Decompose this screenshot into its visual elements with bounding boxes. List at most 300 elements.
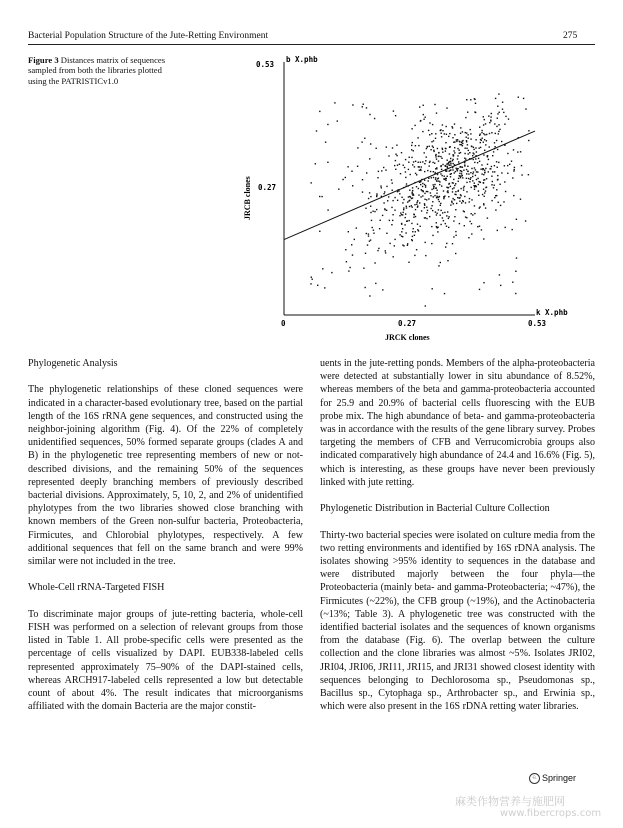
scatter-point bbox=[384, 191, 385, 192]
scatter-point bbox=[497, 230, 498, 231]
scatter-point bbox=[456, 141, 457, 142]
scatter-point bbox=[469, 198, 470, 199]
scatter-point bbox=[374, 118, 375, 119]
scatter-point bbox=[472, 176, 473, 177]
scatter-point bbox=[430, 149, 431, 150]
scatter-point bbox=[494, 146, 495, 147]
scatter-point bbox=[483, 182, 484, 183]
scatter-point bbox=[464, 186, 465, 187]
scatter-point bbox=[374, 262, 375, 263]
scatter-point bbox=[498, 93, 499, 94]
scatter-point bbox=[405, 213, 406, 214]
figure-caption bbox=[28, 55, 170, 86]
scatter-point bbox=[492, 155, 493, 156]
scatter-point bbox=[415, 216, 416, 217]
scatter-point bbox=[310, 283, 311, 284]
scatter-point bbox=[442, 124, 443, 125]
scatter-point bbox=[422, 186, 423, 187]
scatter-point bbox=[407, 220, 408, 221]
scatter-point bbox=[470, 179, 471, 180]
scatter-point bbox=[422, 131, 423, 132]
scatter-point bbox=[480, 142, 481, 143]
watermark-url: www.fibercrops.com bbox=[500, 808, 602, 819]
scatter-point bbox=[471, 168, 472, 169]
scatter-point bbox=[461, 202, 462, 203]
scatter-point bbox=[454, 147, 455, 148]
scatter-point bbox=[431, 141, 432, 142]
scatter-point bbox=[440, 205, 441, 206]
scatter-point bbox=[484, 119, 485, 120]
scatter-point bbox=[411, 128, 412, 129]
figure-label: Figure 3 bbox=[28, 55, 59, 65]
scatter-point bbox=[410, 174, 411, 175]
scatter-point bbox=[416, 249, 417, 250]
scatter-point bbox=[455, 253, 456, 254]
heading-fish: Whole-Cell rRNA-Targeted FISH bbox=[28, 582, 165, 594]
scatter-point bbox=[349, 267, 350, 268]
scatter-point bbox=[479, 127, 480, 128]
scatter-point bbox=[366, 172, 367, 173]
scatter-point bbox=[488, 171, 489, 172]
scatter-point bbox=[518, 97, 519, 98]
scatter-point bbox=[469, 152, 470, 153]
scatter-point bbox=[448, 216, 449, 217]
scatter-point bbox=[511, 161, 512, 162]
scatter-point bbox=[528, 174, 529, 175]
scatter-point bbox=[441, 136, 442, 137]
scatter-point bbox=[512, 229, 513, 230]
scatter-point bbox=[445, 180, 446, 181]
scatter-point bbox=[503, 201, 504, 202]
scatter-point bbox=[470, 138, 471, 139]
scatter-point bbox=[419, 202, 420, 203]
scatter-point bbox=[457, 168, 458, 169]
scatter-point bbox=[411, 157, 412, 158]
scatter-point bbox=[470, 172, 471, 173]
scatter-point bbox=[417, 200, 418, 201]
scatter-point bbox=[428, 178, 429, 179]
scatter-point bbox=[498, 162, 499, 163]
scatter-point bbox=[451, 201, 452, 202]
scatter-point bbox=[460, 175, 461, 176]
scatter-point bbox=[468, 150, 469, 151]
scatter-point bbox=[422, 183, 423, 184]
scatter-point bbox=[432, 288, 433, 289]
scatter-point bbox=[426, 156, 427, 157]
scatter-point bbox=[453, 236, 454, 237]
scatter-point bbox=[528, 140, 529, 141]
scatter-point bbox=[433, 184, 434, 185]
scatter-point bbox=[433, 186, 434, 187]
scatter-point bbox=[462, 131, 463, 132]
scatter-point bbox=[383, 193, 384, 194]
scatter-point bbox=[405, 171, 406, 172]
scatter-point bbox=[484, 170, 485, 171]
right-column bbox=[320, 357, 595, 713]
scatter-point bbox=[452, 169, 453, 170]
scatter-point bbox=[348, 270, 349, 271]
scatter-point bbox=[327, 162, 328, 163]
scatter-point bbox=[513, 149, 514, 150]
scatter-point bbox=[369, 241, 370, 242]
scatter-point bbox=[436, 197, 437, 198]
scatter-point bbox=[432, 162, 433, 163]
scatter-point bbox=[502, 109, 503, 110]
scatter-point bbox=[440, 166, 441, 167]
scatter-point bbox=[435, 133, 436, 134]
scatter-point bbox=[408, 200, 409, 201]
scatter-point bbox=[377, 250, 378, 251]
scatter-point bbox=[392, 147, 393, 148]
scatter-point bbox=[376, 209, 377, 210]
scatter-point bbox=[471, 223, 472, 224]
scatter-point bbox=[345, 177, 346, 178]
scatter-point bbox=[491, 200, 492, 201]
scatter-point bbox=[425, 255, 426, 256]
scatter-point bbox=[453, 187, 454, 188]
scatter-point bbox=[371, 220, 372, 221]
scatter-point bbox=[424, 199, 425, 200]
scatter-point bbox=[311, 182, 312, 183]
scatter-point bbox=[352, 185, 353, 186]
scatter-point bbox=[409, 157, 410, 158]
scatter-point bbox=[463, 187, 464, 188]
scatter-point bbox=[423, 105, 424, 106]
scatter-point bbox=[377, 177, 378, 178]
scatter-point bbox=[405, 159, 406, 160]
scatter-point bbox=[464, 164, 465, 165]
scatter-point bbox=[497, 118, 498, 119]
scatter-point bbox=[436, 226, 437, 227]
scatter-point bbox=[483, 282, 484, 283]
scatter-point bbox=[481, 173, 482, 174]
scatter-point bbox=[453, 203, 454, 204]
scatter-point bbox=[362, 191, 363, 192]
scatter-point bbox=[439, 196, 440, 197]
scatter-point bbox=[493, 151, 494, 152]
scatter-point bbox=[469, 201, 470, 202]
scatter-point bbox=[466, 141, 467, 142]
scatter-point bbox=[483, 133, 484, 134]
scatter-point bbox=[516, 219, 517, 220]
scatter-point bbox=[375, 283, 376, 284]
scatter-point bbox=[520, 199, 521, 200]
scatter-point bbox=[380, 185, 381, 186]
scatter-point bbox=[352, 104, 353, 105]
scatter-point bbox=[431, 133, 432, 134]
scatter-point bbox=[437, 231, 438, 232]
scatter-point bbox=[484, 139, 485, 140]
scatter-point bbox=[456, 203, 457, 204]
scatter-point bbox=[447, 192, 448, 193]
scatter-point bbox=[483, 174, 484, 175]
scatter-point bbox=[436, 222, 437, 223]
scatter-point bbox=[501, 172, 502, 173]
scatter-point bbox=[368, 198, 369, 199]
scatter-point bbox=[459, 223, 460, 224]
y-tick-top: 0.53 bbox=[256, 60, 275, 69]
scatter-point bbox=[474, 189, 475, 190]
scatter-point bbox=[421, 166, 422, 167]
scatter-point bbox=[459, 201, 460, 202]
scatter-point bbox=[515, 293, 516, 294]
scatter-point bbox=[430, 195, 431, 196]
scatter-point bbox=[348, 231, 349, 232]
scatter-point bbox=[500, 285, 501, 286]
scatter-point bbox=[525, 108, 526, 109]
scatter-point bbox=[465, 202, 466, 203]
scatter-point bbox=[415, 209, 416, 210]
scatter-point bbox=[366, 107, 367, 108]
scatter-point bbox=[342, 179, 343, 180]
scatter-point bbox=[383, 202, 384, 203]
scatter-point bbox=[507, 173, 508, 174]
scatter-point bbox=[438, 199, 439, 200]
scatter-point bbox=[412, 206, 413, 207]
scatter-point bbox=[455, 194, 456, 195]
scatter-point bbox=[447, 190, 448, 191]
scatter-point bbox=[403, 199, 404, 200]
scatter-point bbox=[369, 158, 370, 159]
scatter-point bbox=[424, 152, 425, 153]
scatter-point bbox=[418, 145, 419, 146]
scatter-point bbox=[399, 234, 400, 235]
scatter-point bbox=[449, 147, 450, 148]
scatter-point bbox=[479, 161, 480, 162]
scatter-point bbox=[465, 216, 466, 217]
scatter-point bbox=[419, 170, 420, 171]
scatter-point bbox=[450, 169, 451, 170]
scatter-point bbox=[421, 210, 422, 211]
scatter-point bbox=[442, 217, 443, 218]
scatter-point bbox=[428, 130, 429, 131]
scatter-point bbox=[454, 172, 455, 173]
scatter-point bbox=[468, 173, 469, 174]
scatter-point bbox=[467, 112, 468, 113]
scatter-point bbox=[525, 220, 526, 221]
scatter-point bbox=[470, 99, 471, 100]
scatter-point bbox=[401, 223, 402, 224]
scatter-point bbox=[364, 138, 365, 139]
scatter-point bbox=[443, 178, 444, 179]
scatter-point bbox=[428, 180, 429, 181]
scatter-point bbox=[334, 102, 335, 103]
scatter-point bbox=[449, 133, 450, 134]
scatter-point bbox=[458, 178, 459, 179]
scatter-point bbox=[438, 156, 439, 157]
scatter-point bbox=[441, 185, 442, 186]
scatter-point bbox=[497, 167, 498, 168]
scatter-point bbox=[479, 148, 480, 149]
scatter-point bbox=[513, 195, 514, 196]
scatter-point bbox=[452, 160, 453, 161]
scatter-point bbox=[472, 214, 473, 215]
scatter-point bbox=[438, 180, 439, 181]
scatter-point bbox=[446, 171, 447, 172]
scatter-point bbox=[407, 245, 408, 246]
scatter-point bbox=[472, 180, 473, 181]
scatter-point bbox=[442, 212, 443, 213]
scatter-point bbox=[429, 165, 430, 166]
publisher-name: Springer bbox=[542, 773, 577, 783]
scatter-point bbox=[465, 148, 466, 149]
scatter-point bbox=[435, 155, 436, 156]
scatter-point bbox=[368, 233, 369, 234]
scatter-point bbox=[437, 148, 438, 149]
scatter-point bbox=[514, 169, 515, 170]
scatter-point bbox=[474, 99, 475, 100]
scatter-point bbox=[448, 136, 449, 137]
scatter-point bbox=[440, 130, 441, 131]
scatter-point bbox=[459, 144, 460, 145]
scatter-point bbox=[365, 253, 366, 254]
scatter-point bbox=[416, 174, 417, 175]
scatter-point bbox=[435, 156, 436, 157]
scatter-point bbox=[412, 240, 413, 241]
scatter-point bbox=[486, 178, 487, 179]
scatter-point bbox=[414, 214, 415, 215]
scatter-point bbox=[476, 151, 477, 152]
scatter-point bbox=[413, 194, 414, 195]
scatter-point bbox=[464, 211, 465, 212]
scatter-point bbox=[498, 131, 499, 132]
scatter-point bbox=[521, 174, 522, 175]
scatter-point bbox=[417, 224, 418, 225]
scatter-point bbox=[491, 166, 492, 167]
scatter-point bbox=[420, 162, 421, 163]
scatter-point bbox=[424, 184, 425, 185]
scatter-point bbox=[452, 159, 453, 160]
scatter-point bbox=[394, 165, 395, 166]
scatter-point bbox=[319, 111, 320, 112]
x-axis-label: JRCK clones bbox=[385, 333, 430, 342]
scatter-point bbox=[485, 123, 486, 124]
scatter-point bbox=[433, 177, 434, 178]
scatter-point bbox=[435, 172, 436, 173]
scatter-point bbox=[405, 217, 406, 218]
scatter-point bbox=[460, 170, 461, 171]
scatter-point bbox=[476, 171, 477, 172]
scatter-point bbox=[418, 162, 419, 163]
scatter-point bbox=[316, 130, 317, 131]
scatter-point bbox=[432, 210, 433, 211]
scatter-point bbox=[396, 155, 397, 156]
scatter-point bbox=[394, 239, 395, 240]
scatter-point bbox=[436, 112, 437, 113]
scatter-point bbox=[494, 171, 495, 172]
scatter-point bbox=[437, 227, 438, 228]
scatter-point bbox=[438, 152, 439, 153]
scatter-point bbox=[361, 141, 362, 142]
scatter-point bbox=[384, 209, 385, 210]
scatter-point bbox=[478, 158, 479, 159]
scatter-point bbox=[402, 228, 403, 229]
scatter-point bbox=[436, 158, 437, 159]
scatter-point bbox=[494, 123, 495, 124]
scatter-point bbox=[370, 212, 371, 213]
scatter-point bbox=[386, 146, 387, 147]
scatter-point bbox=[429, 146, 430, 147]
scatter-point bbox=[424, 180, 425, 181]
scatter-point bbox=[406, 183, 407, 184]
scatter-point bbox=[419, 182, 420, 183]
scatter-point bbox=[444, 293, 445, 294]
scatter-point bbox=[449, 153, 450, 154]
scatter-point bbox=[444, 176, 445, 177]
scatter-point bbox=[439, 184, 440, 185]
scatter-point bbox=[442, 164, 443, 165]
scatter-point bbox=[478, 195, 479, 196]
scatter-point bbox=[494, 185, 495, 186]
scatter-point bbox=[363, 104, 364, 105]
scatter-point bbox=[437, 174, 438, 175]
scatter-point bbox=[472, 155, 473, 156]
scatter-point bbox=[483, 116, 484, 117]
scatter-point bbox=[448, 164, 449, 165]
running-title: Bacterial Population Structure of the Jute-Retting Environment bbox=[28, 31, 269, 41]
scatter-point bbox=[392, 214, 393, 215]
scatter-point bbox=[382, 215, 383, 216]
scatter-point bbox=[429, 122, 430, 123]
scatter-point bbox=[467, 134, 468, 135]
scatter-point bbox=[452, 154, 453, 155]
scatter-point bbox=[403, 212, 404, 213]
scatter-point bbox=[420, 170, 421, 171]
scatter-point bbox=[441, 158, 442, 159]
scatter-point bbox=[477, 171, 478, 172]
scatter-point bbox=[477, 178, 478, 179]
scatter-point bbox=[447, 167, 448, 168]
scatter-point bbox=[486, 134, 487, 135]
scatter-point bbox=[474, 162, 475, 163]
scatter-point bbox=[442, 148, 443, 149]
scatter-point bbox=[505, 227, 506, 228]
scatter-point bbox=[450, 158, 451, 159]
scatter-point bbox=[448, 196, 449, 197]
scatter-point bbox=[427, 210, 428, 211]
scatter-point bbox=[446, 215, 447, 216]
scatter-point bbox=[383, 167, 384, 168]
scatter-point bbox=[402, 202, 403, 203]
scatter-point bbox=[443, 197, 444, 198]
scatter-point bbox=[440, 215, 441, 216]
scatter-point bbox=[440, 262, 441, 263]
heading-phylogenetic-analysis: Phylogenetic Analysis bbox=[28, 358, 118, 369]
scatter-point bbox=[414, 255, 415, 256]
scatter-point bbox=[457, 170, 458, 171]
scatter-point bbox=[515, 271, 516, 272]
scatter-point bbox=[436, 193, 437, 194]
scatter-point bbox=[413, 228, 414, 229]
scatter-point bbox=[466, 169, 467, 170]
scatter-point bbox=[474, 205, 475, 206]
scatter-point bbox=[528, 130, 529, 131]
scatter-point bbox=[453, 142, 454, 143]
scatter-point bbox=[413, 217, 414, 218]
scatter-point bbox=[410, 196, 411, 197]
scatter-point bbox=[466, 137, 467, 138]
scatter-point bbox=[475, 158, 476, 159]
scatter-point bbox=[485, 187, 486, 188]
scatter-point bbox=[412, 231, 413, 232]
scatter-point bbox=[497, 179, 498, 180]
scatter-point bbox=[471, 187, 472, 188]
trend-line bbox=[284, 131, 535, 239]
scatter-point bbox=[425, 160, 426, 161]
scatter-point bbox=[431, 226, 432, 227]
scatter-point bbox=[434, 163, 435, 164]
scatter-point bbox=[456, 168, 457, 169]
